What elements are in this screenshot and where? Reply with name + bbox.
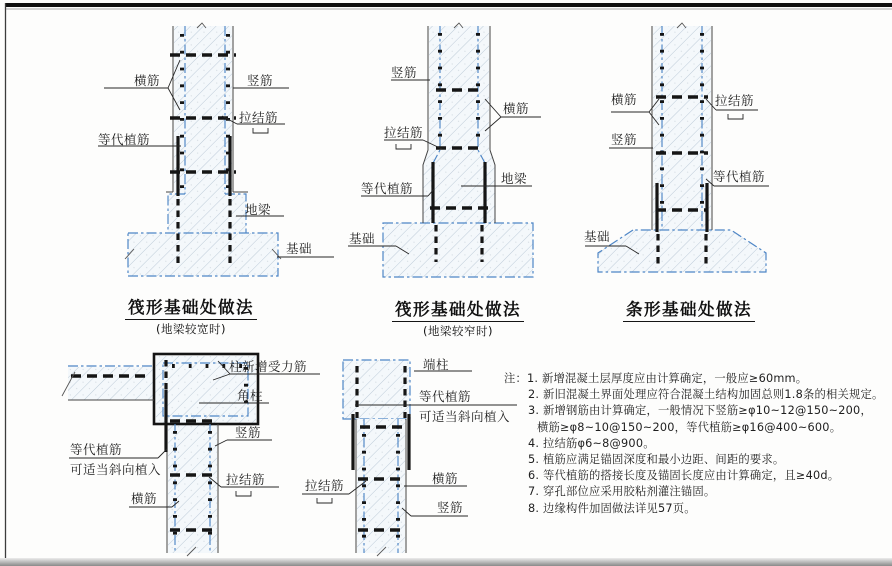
end-column	[343, 360, 410, 419]
diagram-subtitle: (地梁较宽时)	[156, 322, 226, 336]
label-rn-shu: 竖筋	[391, 65, 418, 80]
label-ec-heng: 横筋	[432, 471, 459, 486]
label-rn-dengdai: 等代植筋	[361, 181, 414, 196]
label-rw-jichu: 基础	[286, 241, 313, 256]
footing-raft-wide	[128, 233, 278, 276]
label-rn-lajie: 拉结筋	[384, 125, 424, 140]
label-cc-lajie: 拉结筋	[226, 472, 266, 487]
diagram-title: 条形基础处做法	[623, 296, 755, 322]
label-rn-diliang: 地梁	[501, 171, 528, 186]
note-line: 6. 等代植筋的搭接长度及锚固长度应由计算确定，且≥40d。	[528, 469, 840, 483]
note-line: 4. 拉结筋φ6~8@900。	[528, 436, 655, 450]
notes-label: 注：	[504, 372, 527, 385]
footing-raft-narrow	[383, 223, 533, 277]
label-st-dengdai: 等代植筋	[713, 169, 766, 184]
label-st-heng: 横筋	[611, 92, 638, 107]
label-st-shu: 竖筋	[611, 132, 638, 147]
label-cc-dengdai: 等代植筋	[70, 442, 123, 457]
label-rw-shu: 竖筋	[247, 73, 274, 88]
label-ec-shu: 竖筋	[437, 500, 464, 515]
label-rw-diliang: 地梁	[245, 202, 272, 217]
label-ec-lajie: 拉结筋	[305, 478, 345, 493]
note-line: 3. 新增钢筋由计算确定，一般情况下竖筋≥φ10~12@150~200，	[528, 404, 872, 418]
label-rn-heng: 横筋	[503, 101, 530, 116]
footing-strip	[598, 230, 766, 272]
note-line: 注：1. 新增混凝土层厚度应由计算确定，一般应≥60mm。	[504, 372, 808, 385]
page-bottom-edge	[0, 558, 892, 566]
diagram-title: 筏形基础处做法	[392, 296, 524, 322]
label-rw-heng: 横筋	[134, 73, 161, 88]
label-ec-xiezhi: 可适当斜向植入	[419, 409, 511, 424]
label-ec-duanzhu: 端柱	[423, 357, 450, 372]
label-cc-zhuxin: 柱新增受力筋	[229, 359, 308, 374]
label-cc-xiezhi: 可适当斜向植入	[70, 462, 162, 477]
note-line: 5. 植筋应满足锚固深度和最小边距、间距的要求。	[528, 453, 785, 467]
note-line: 2. 新旧混凝土界面处理应符合混凝土结构加固总则1.8条的相关规定。	[528, 388, 884, 402]
diagram-end-column	[302, 360, 517, 556]
diagram-subtitle: (地梁较窄时)	[423, 324, 493, 338]
label-cc-jiaozhu: 角柱	[237, 388, 264, 403]
notes-block	[504, 371, 892, 517]
label-rn-jichu: 基础	[349, 231, 376, 246]
title-raft-wide	[102, 294, 280, 337]
note-line: 横筋≥φ8~10@150~200，等代植筋≥φ16@400~600。	[537, 420, 842, 434]
label-cc-shu: 竖筋	[235, 425, 262, 440]
label-ec-dengdai: 等代植筋	[419, 389, 472, 404]
title-raft-narrow	[369, 296, 547, 339]
label-st-lajie: 拉结筋	[715, 93, 755, 108]
note-line: 8. 边缘构件加固做法详见57页。	[528, 501, 696, 515]
diagram-title: 筏形基础处做法	[125, 294, 257, 320]
label-st-jichu: 基础	[584, 229, 611, 244]
title-strip	[600, 296, 778, 322]
diagram-raft-narrow	[348, 23, 541, 277]
label-rw-lajie: 拉结筋	[239, 110, 279, 125]
note-line: 7. 穿孔部位应采用胶粘剂灌注锚固。	[528, 485, 716, 499]
label-rw-dengdai: 等代植筋	[98, 132, 151, 147]
label-cc-heng: 横筋	[131, 491, 158, 506]
